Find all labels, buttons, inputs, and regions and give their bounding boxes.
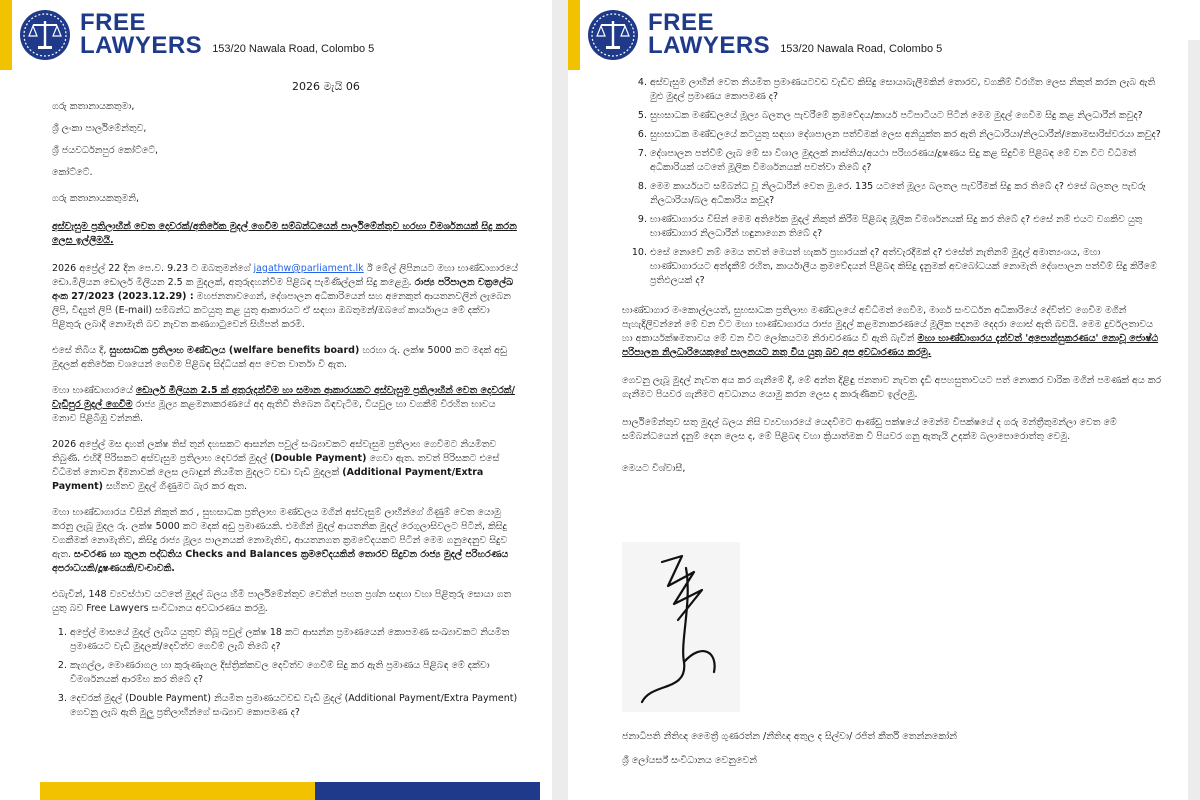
text-run: 2026 අප්‍රේල් මස දාහත් ලක්ෂ තිස් තුන් දහසකට ආසන්න පවුල් සංඛ්‍යාවකට අස්වැසුම ප්‍රතිලාභ ගෙවීමට නියමිතව තිබුණි. එහිදී පිරිසකට අස්වැසුම ප්‍රතිලාභ දෙවරක් මුදල්: [52, 439, 497, 464]
letterhead: [18, 4, 374, 66]
recipient-line: ශ්‍රී ලංකා පාර්ලිමේන්තුව,: [52, 123, 147, 134]
paragraph-treasury: [622, 304, 1162, 360]
emphasis-text: ඩොලර් මිලියන 2.5 ක් අතුරුදන්වීම හා සමාන ආකාරයකට අස්වැසුම ප්‍රතිලාභීන් වෙත දෙවරක්/වැඩිපුර මුදල් ගෙවීම: [52, 385, 515, 410]
brand-line-1: FREE: [648, 9, 715, 37]
paragraph-recovery: ගෙවනු ලැබූ මුදල් නැවත අය කර ගැනීමේ දී, මේ අන්ත දිළිඳු ජනතාව නැවත දැඩි අපහසුතාවයට පත් නොකර වාරික මගින් පමණක් අය කර ගැනීමට පියවර ගැනීමට අවධානය යොමු කරන ලෙස ද කාරුණිකව ඉල්ලමු.: [622, 375, 1162, 400]
board-name: සුභසාධක ප්‍රතිලාභ මණ්ඩලය (welfare benefits board): [109, 345, 360, 356]
brand-line-1: FREE: [80, 9, 147, 37]
brand-name: [80, 9, 203, 59]
question-item: 9. භාණ්ඩාගාරය විසින් මෙම අතිරේක මුදල් නිකුත් කිරීම පිළිබඳ මූලික විමර්ශනයක් සිදු කර තිබේ ද? එසේ නම් එයට වගකිව යුතු භාණ්ඩාගාර නිලධාරීන් හඳුනාගෙන තිබේ ද?: [650, 213, 1162, 241]
recipient-line: ගරු කතානායකතුමා,: [52, 101, 135, 112]
paragraph-4: [52, 438, 522, 494]
paragraph-5: [52, 506, 522, 576]
questions-list-page-1: [52, 626, 522, 720]
question-item: 1. අප්‍රේල් මාසයේ මුදල් ලැබිය යුතුව තිබූ පවුල් ලක්ෂ 18 කට ආසන්න ප්‍රමාණයෙන් කොපමණ සංඛ්‍යාවකට නියමිත ප්‍රමාණයට වැඩි මුදලක්/දෙවිත්ව ගෙවීම් ලැබී තිබේ ද?: [70, 626, 522, 654]
term-additional-payment: (Additional Payment/Extra Payment): [52, 467, 484, 492]
brand-name: [648, 9, 771, 59]
letter-body-page-2: [622, 76, 1162, 476]
organization: ශ්‍රී ලෝයර්ස් සංවිධානය වෙනුවෙන්: [622, 755, 757, 766]
questions-list-page-2: [622, 76, 1162, 288]
scales-of-justice-logo-icon: [586, 8, 640, 62]
brand-line-2: LAWYERS: [80, 32, 203, 59]
text-run: ඊ මේල් ලිපිනයට මහා භාණ්ඩාගාරයේ ඩො.මිලියන ඩොලර් මිලියන 2.5 ක මුදලක්, අතුරුදහන්වීම පිළිබඳ පැමිණිල්ලක් සිදු කළෙමු.: [52, 263, 519, 288]
letterhead-address: 153/20 Nawala Road, Colombo 5: [212, 43, 375, 55]
signatories: ජනාධිපති නීතිඥ මෛත්‍රී ගුණරත්න /නීතිඥ අතුල ද සිල්වා/ රජිත් කීර්ති තෙන්නකෝන්: [622, 731, 957, 742]
brand-line-2: LAWYERS: [648, 32, 771, 59]
question-item: 5. සුභසාධක මණ්ඩලයේ මූල්‍ය බලතල පැවරීමේ ක්‍රමවේදය/කාර්ය පටිපාටියට පිටින් මෙම මුදල් ගෙවීම සිදු කළ නිලධාරීන් කවුද?: [650, 109, 1162, 123]
text-run: රාජ්‍ය මූල්‍ය කළමනාකරණයේ අද ඇතිවී තිබෙන බිඳවැටීම, වියවුල හා වගකීම් විරහිත භාවය මනාව පිළිබිඹු වන්නකි.: [52, 399, 496, 424]
paragraph-2: [52, 344, 522, 372]
circular-reference: රාජ්‍ය පරිපාලන චක්‍රලේඛ අංක 27/2023 (2023.12.29) :: [52, 277, 514, 302]
paragraph-1: [52, 262, 522, 332]
scales-of-justice-logo-icon: [18, 8, 72, 62]
question-item: 10. එසේ නොවේ නම් මෙය තවත් මෙයත් හැකර් ප්‍රහාරයක් ද? අත්වැරදීමක් ද? එසේත් නැතිනම් මුදල් අමාත්‍යංශය, මහා භාණ්ඩාගාරයට අත්දැකීම් රහිත, කාර්යාලීය ක්‍රමවේදයන් පිළිබඳ කිසිදු දැනුමක් අවබෝධයක් නොමැති දේශපාලන පත්වීම් සිදු කිරීමේ ප්‍රතිඵලයක් ද?: [650, 246, 1162, 288]
recipient-line: කෝට්ටේ.: [52, 167, 93, 178]
text-run: සහිතව මුදල් ගිණුමට බැර කර ඇත.: [103, 481, 248, 492]
text-run: 2026 අප්‍රේල් 22 දින පෙ.ව. 9.23 ට ඔබතුමන්ගේ: [52, 263, 254, 274]
text-run: මහා භාණ්ඩාගාරය විසින් නිකුත් කර , සුභසාධක ප්‍රතිලාභ මණ්ඩලය මගින් අස්වැසුම් ලාභීන්ගේ ගිණුම් වෙත යොමු කරනු ලැබූ මුදල රු. ලක්ෂ 5000 කට මදක් අඩු ප්‍රමාණයකි. එමගින් මුදල් ආයතනික මුදල් රෙගුලාසිවලට පිටින්, කිසිදු වගකීමක් නොමැතිව, කිසිදු රාජ්‍ය මූල්‍ය පාලනයක් නොමැතිව, ආයතනගත ක්‍රමවේදයකට පිටින් මෙම ගනුදෙනුව සිදුව ඇත.: [52, 507, 508, 560]
text-run: හරහා රු. ලක්ෂ 5000 කට මදක් අඩු මුදලක් අතිරේක වශයෙන් ගෙවීම පිළිබඳ සිද්ධියක් අප වෙත වාර්තා වී ඇත.: [52, 345, 507, 370]
letterhead-address: 153/20 Nawala Road, Colombo 5: [780, 43, 943, 55]
term-double-payment: (Double Payment): [270, 453, 367, 464]
question-item: 3. දෙවරක් මුදල් (Double Payment) නියමිත ප්‍රමාණයටවඩ වැඩි මුදල් (Additional Payment/Extra Payment) ගෙවනු ලැබ ඇති මුලු ප්‍රතිලාභීන්ගේ සංඛ්‍යාව කොපමණ ද?: [70, 692, 522, 720]
text-run: ගෙවා ඇත. තවත් පිරිසකට එසේ විධිමත් නොවන දීමනාවක් ලෙස ලබාදුන් නියමිත මුදලට වඩා වැඩි මුදලක්: [52, 453, 500, 478]
text-run: මහජනතාවගෙන්, දේශපාලන අධිකාරියෙන් සහ අනෙකුත් ආයතනවලින් ලැබෙන ලිපි, විද්‍යුත් ලිපි (E-mail) සම්බන්ධ කටයුතු කළ යුතු ආකාරයට ඒ සඳහා ඔබතුමන්/ඔබගේ කාර්යාලය මේ දක්වා පිළිතුරු ලබාදී නොමැති බව නැවත කණගාටුවෙන් සිහිපත් කරමි.: [52, 291, 511, 330]
closing: මෙයට විශ්වාසී,: [622, 463, 686, 474]
letter-body-page-1: [52, 100, 522, 725]
recipient-line: ශ්‍රී ජයවර්ධනපුර කෝට්ටේ,: [52, 145, 159, 156]
question-item: 6. සුභසාධක මණ්ඩලයේ කටයුතු සඳහා දේශපාලන පත්වීමක් ලෙස අනියුක්ත කර ඇති නිලධාරියා/නිලධාරීන්/කොමසාරිස්වරයා කවුද?: [650, 128, 1162, 142]
paragraph-parliament: පාර්ලිමේන්තුව සතු මුදල් බලය නිසි ව්‍යවහාරයේ යෙදවීමට ආණ්ඩු පක්ෂයේ මෙන්ම විපක්ෂයේ ද ගරු මන්ත්‍රීතුමන්ලා වෙත මේ සම්බන්ධයෙන් දැනුම් දෙන ලෙස ද, මේ පිළිබඳ වහා ක්‍රියාත්මක වී පියවර ගනු ඇතැයි උදක්ම බලාපොරොත්තු වෙමු.: [622, 417, 1117, 442]
emphasis-text: මහා භාණ්ඩාගාරය දැන්වත් 'අපොන්සුකරණය' නොවූ ජොෂ්ඨ පරිපාලන නිලධාරියෙකුගේ පාලනයට නතු විය යුතු බව අප අවධාරණය කරමු.: [622, 333, 1159, 358]
paragraph-3: [52, 384, 522, 426]
page-edge: [1188, 40, 1200, 800]
letter-subject: අස්වැසුම ප්‍රතිලාභීන් වෙත දෙවරක්/අතිරේක මුදල් ගෙවීම සම්බන්ධයෙන් පාර්ලිමේන්තුව හරහා විමර්ශනයක් සිදු කරන ලෙස ඉල්ලීමයි.: [52, 221, 517, 246]
paragraph-6: එබැවින්, 148 ව්‍යවස්ථාව යටතේ මුදල් බලය හිමි පාර්ලිමේන්තුව වෙතින් පහත ප්‍රශ්න සඳහා වහා පිළිතුරු සොයා ගත යුතු බව Free Lawyers සංවිධානය අවධාරණය කරමු.: [52, 589, 512, 614]
text-run: එසේ තිබිය දී,: [52, 345, 110, 356]
letter-page-1: [0, 0, 552, 800]
email-link[interactable]: jagathw@parliament.lk: [253, 263, 364, 274]
letterhead: [586, 4, 942, 66]
letter-page-2: [568, 0, 1200, 800]
text-run: මහා භාණ්ඩාගාරයේ: [52, 385, 136, 396]
gold-accent-bar: [568, 0, 580, 70]
signature-block: [622, 730, 1162, 768]
question-item: 2. කැගල්ල, මොණරාගල හා කුරුණෑගල දිස්ත්‍රික්කවල දෙවිත්ව ගෙවීම් සිදු කර ඇති ප්‍රමාණය පිළිබඳ මේ දක්වා විමර්ශනයක් ආරම්භ කර තිබේ ද?: [70, 659, 522, 687]
gold-accent-bar: [0, 0, 12, 70]
footer-bar: [40, 782, 540, 800]
question-item: 4. අස්වැසුම ලාභීන් වෙත නියමිත ප්‍රමාණයටවඩ වැඩිව කිසිදු සොයාබැලීමකින් තොරව, වගකීම් විරහිත ලෙස නිකුත් කරන ලැබ ඇති මුළු මුදල් ප්‍රමාණය කොපමණ ද?: [650, 76, 1162, 104]
recipient-block: [52, 100, 522, 180]
emphasis-text: සංවරණ හා තුලන පද්ධතිය Checks and Balances ක්‍රමවේදයකින් තොරව සිදුවන රාජ්‍ය මුදල් පරිහරණය අපරාධයකි/දූෂණයකි/වංචාවකි.: [52, 549, 509, 574]
question-item: 7. දේශපාලන පත්වීම් ලැබ මේ සා විශාල මුදලක් නාස්තිය/අයථා පරිහරණය/දූෂණය සිදු කළ සිදුවීම පිළිබඳ මේ වන විට විධිමත් අධිකාරියක් යටතේ මූලික විමර්ශනයක් පවත්වා තිබේ ද?: [650, 147, 1162, 175]
page-gap: [552, 0, 568, 800]
letter-date: 2026 මැයි 06: [292, 80, 360, 93]
salutation: ගරු කතානායකතුමනි,: [52, 193, 139, 204]
question-item: 8. මෙම කාර්යයට සම්බන්ධ වූ නිලධාරීන් වෙත මු.රෙ. 135 යටතේ මූල්‍ය බලතල පැවරීමක් සිදු කර තිබේ ද? එසේ බලතල පැවරූ නිලධාරියා/බල අධිකාරිය කවුද?: [650, 180, 1162, 208]
text-run: භාණ්ඩාගාර මංකොල්ලයත්, සුභසාධක ප්‍රතිලාභ මණ්ඩලයේ අවිධිමත් ගෙවීම, මාර්ග සංවර්ධන අධිකාරියේ දේවිත්ව ගෙවීම මගින් පැහැදිලිවන්නේ මේ වන විට මහා භාණ්ඩාගාරය රාජ්‍ය මුදල් කළමනාකරණයේ මූලික පදනම දෙදරා ගොස් ඇති බවයි. මෙම දුර්වලතාවය හා අකාර්යක්ෂමතාවය මේ වන විට ලෝකයටම නිරාවරණය වී ඇති බැවින්: [622, 305, 1154, 344]
handwritten-signature: [622, 542, 740, 712]
